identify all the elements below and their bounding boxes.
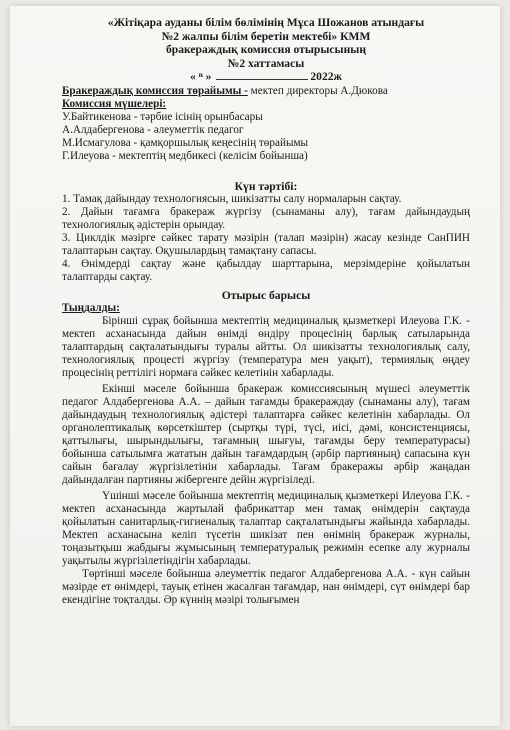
chair-label: Бракераждық комиссия төрайымы -	[62, 85, 248, 97]
commission-chair	[62, 85, 470, 98]
agenda-item: 1. Тамақ дайындау технологиясын, шикізатты салу нормаларын сақтау.	[62, 193, 402, 205]
member-item: А.Алдабергенова - әлеуметтік педагог	[62, 124, 244, 136]
date-mid: »	[202, 70, 215, 83]
proceedings-paragraph: Бірінші сұрақ бойынша мектептің медициналық қызметкері Илеуова Г.К. - мектеп асханасында дайын өнімді өндіру процесінің барлық сатыларында талаптардың сақталатындығы туралы айтты. Ол шикізатты технологиялық салу, технологиялық процесті жүргізу (температура мен уақыт), термиялық өңдеу процесінің реттілігі нормаға сәйкес келетінін хабарлады.	[62, 315, 470, 379]
member-item: М.Исмагулова - қамқоршылық кеңесінің төрайымы	[62, 137, 309, 149]
agenda-item: 3. Циклдік мәзірге сәйкес тарату мәзірін (талап мәзірін) жасау кезінде СанПИН талаптарын сақтау. Оқушылардың тамақтану сапасы.	[62, 232, 470, 257]
date-year: 2022ж	[310, 70, 342, 83]
members-label: Комиссия мүшелері:	[62, 98, 167, 110]
agenda-item: 4. Өнімдерді сақтау және қабылдау шарттарына, мерзімдеріне қойылатын талаптарды сақтау.	[62, 258, 470, 283]
proceedings-title: Отырыс барысы	[221, 289, 311, 302]
member-item: У.Байтикенова - тәрбие ісінің орынбасары	[62, 111, 263, 123]
date-day: ⁿ	[198, 70, 203, 83]
heard-label: Тыңдалды:	[62, 302, 120, 314]
header-line-3: бракераждық комиссия отырысының	[165, 43, 367, 56]
protocol-number: №2 хаттамасы	[227, 56, 305, 70]
proceedings-paragraph: Төртінші мәселе бойынша әлеуметтік педагог Алдабергенова А.А. - күн сайын мәзірде ет өнімдері, тауық етінен жасалған тағамдар, нан өнімдері, сүт өнімдері бар екендігіне тоқталды. Әр күннің мәзірі толығымен	[62, 568, 470, 606]
proceedings-paragraph: Үшінші мәселе бойынша мектептің медициналық қызметкері Илеуова Г.К. - мектеп асханасында жартылай фабрикаттар мен тамақ өнімдерін сақтауда қойылатын санитарлық-гигиеналық талаптар сақталатындығы жайында хабарлады. Мектеп асханасына келіп түсетін шикізат пен өнімнің бракераж журналы, тоңазытқыш жабдығы жұмысының температуралық режимін есепке алу журналы уақытылы жүргізілетіндігін хабарлады.	[62, 490, 470, 567]
agenda-title: Күн тәртібі:	[234, 180, 298, 193]
date-prefix: «	[190, 70, 199, 83]
member-item: Г.Илеуова - мектептің медбикесі (келісім бойынша)	[62, 150, 308, 162]
agenda-list	[62, 193, 470, 284]
proceedings-paragraph: Екінші мәселе бойынша бракераж комиссиясының мүшесі әлеуметтік педагог Алдабергенова А.А. – дайын тағамды бракераждау (сынаманы алу), тағам дайындаудың технологиялық әдістері талаптарға сәйкес келетінін хабарлады. Ол органолептикалық көрсеткіштер (сыртқы түрі, түсі, иісі, дәмі, консистенциясы, қаттылығы, шырындылығы, тағамның шығуы, тағамды беру температурасы) бойынша сатылымға жататын дайын тағамдардың (әрбір партияның) сапасына күн сайын бағалау жүргізілетінін хабарлады. Тағам бракеражы әрбір жаңадан дайындалған партияны жібергенге дейін жүргізіледі.	[62, 383, 470, 486]
protocol-page	[10, 6, 500, 726]
chair-value: мектеп директоры А.Дюкова	[247, 85, 388, 97]
header-line-1: «Жітіқара ауданы білім бөлімінің Мұса Шожанов атындағы	[107, 16, 425, 29]
header-line-2: №2 жалпы білім беретін мектебі» КММ	[161, 29, 371, 43]
agenda-item: 2. Дайын тағамға бракераж жүргізу (сынаманы алу), тағам дайындаудың технологиялық әдістерін орындау.	[62, 206, 470, 231]
protocol-date	[62, 70, 470, 84]
date-month-blank	[216, 79, 308, 80]
